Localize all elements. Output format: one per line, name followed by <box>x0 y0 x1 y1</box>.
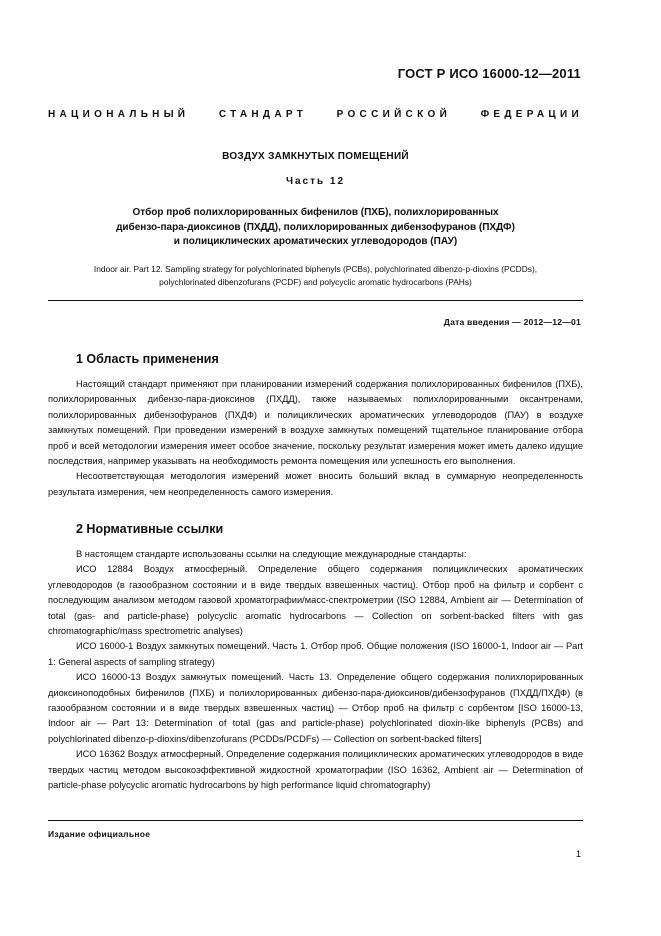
section-heading: 1 Область применения <box>76 352 219 366</box>
document-subtitle <box>48 206 583 250</box>
document-code: ГОСТ Р ИСО 16000-12—2011 <box>397 66 581 81</box>
banner-word: СТАНДАРТ <box>218 109 308 120</box>
official-edition-label: Издание официальное <box>48 829 151 839</box>
page-number: 1 <box>575 849 581 859</box>
banner-word: ФЕДЕРАЦИИ <box>480 109 583 120</box>
part-label: Часть 12 <box>285 176 346 187</box>
date-of-introduction: Дата введения — 2012—12—01 <box>443 317 581 327</box>
footer-divider <box>48 820 583 821</box>
banner-word: РОССИЙСКОЙ <box>336 109 452 120</box>
section-body <box>48 377 583 500</box>
divider <box>48 300 583 301</box>
paragraph: Настоящий стандарт применяют при планировании измерений содержания полихлорированных бифенилов (ПХБ), полихлорированных дибензо-пара-диоксинов (ПХДД), также называемых полихлорированными оксантренами, полихлорированных дибензофуранов (ПХДФ) и полициклических ароматических углеводородов (ПАУ) в воздухе замкнутых помещений. При проведении измерений в воздухе замкнутых помещений тщательное планирование отбора проб и всей методологии измерения имеет особое значение, поскольку результат измерения может иметь далеко идущие последствия, например указывать на необходимость ремонта помещения или успешность его выполнения. <box>48 379 583 467</box>
english-title <box>40 263 591 289</box>
paragraph: ИСО 16000-1 Воздух замкнутых помещений. Часть 1. Отбор проб. Общие положения (ISO 16000-1, Indoor air — Part 1: General aspects of sampling strategy) <box>48 641 583 667</box>
paragraph: ИСО 16000-13 Воздух замкнутых помещений. Часть 13. Определение общего содержания полихлорированных диоксиноподобных бифенилов (ПХБ) и полихлорированных дибензо-пара-диоксинов/дибензофуранов (ПХДД/ПХДФ) (в газообразном состоянии и в виде твердых взвешенных частиц) — Отбор проб на фильтр с сорбентом [ISO 16000-13, Indoor air — Part 13: Determination of total (gas and particle-phase) polychlorinated dioxin-like biphenyls (PCBs) and polychlorinated dibenzo-p-dioxins/dibenzofurans (PCDDs/PCDFs) — Collection on sorbent-backed filters] <box>48 672 583 744</box>
section-body <box>48 547 583 794</box>
national-standard-banner <box>48 109 583 120</box>
subtitle-line: и полициклических ароматических углеводородов (ПАУ) <box>173 236 458 247</box>
banner-word: НАЦИОНАЛЬНЫЙ <box>48 109 190 120</box>
english-title-line: Indoor air. Part 12. Sampling strategy for polychlorinated biphenyls (PCBs), polychlorinated dibenzo-p-dioxins (PCDDs), <box>93 264 538 274</box>
document-title: ВОЗДУХ ЗАМКНУТЫХ ПОМЕЩЕНИЙ <box>222 151 409 162</box>
paragraph: В настоящем стандарте использованы ссылки на следующие международные стандарты: <box>76 549 467 559</box>
english-title-line: polychlorinated dibenzofurans (PCDF) and polycyclic aromatic hydrocarbons (PAHs) <box>159 277 472 287</box>
subtitle-line: Отбор проб полихлорированных бифенилов (ПХБ), полихлорированных <box>132 207 499 218</box>
paragraph: ИСО 16362 Воздух атмосферный. Определение содержания полициклических ароматических углеводородов в виде твердых частиц методом высокоэффективной жидкостной хроматографии (ISO 16362, Ambient air — Determination of particle-phase polycyclic aromatic hydrocarbons by high performance liquid chromatography) <box>48 749 583 791</box>
paragraph: ИСО 12884 Воздух атмосферный. Определение общего содержания полициклических ароматических углеводородов (в газообразном состоянии и в виде твердых взвешенных частиц). Отбор проб на фильтр и сорбент с последующим анализом методом газовой хроматографии/масс-спектрометрии (ISO 12884, Ambient air — Determination of total (gas- and particle-phase) polycyclic aromatic hydrocarbons — Collection on sorbent-backed filters with gas chromatographic/mass spectrometric analyses) <box>48 564 583 637</box>
paragraph: Несоответствующая методология измерений может вносить больший вклад в суммарную неопределенность результата измерения, чем неопределенность самого измерения. <box>48 471 583 497</box>
section-heading: 2 Нормативные ссылки <box>76 522 224 536</box>
subtitle-line: дибензо-пара-диоксинов (ПХДД), полихлорированных дибензофуранов (ПХДФ) <box>116 221 515 233</box>
